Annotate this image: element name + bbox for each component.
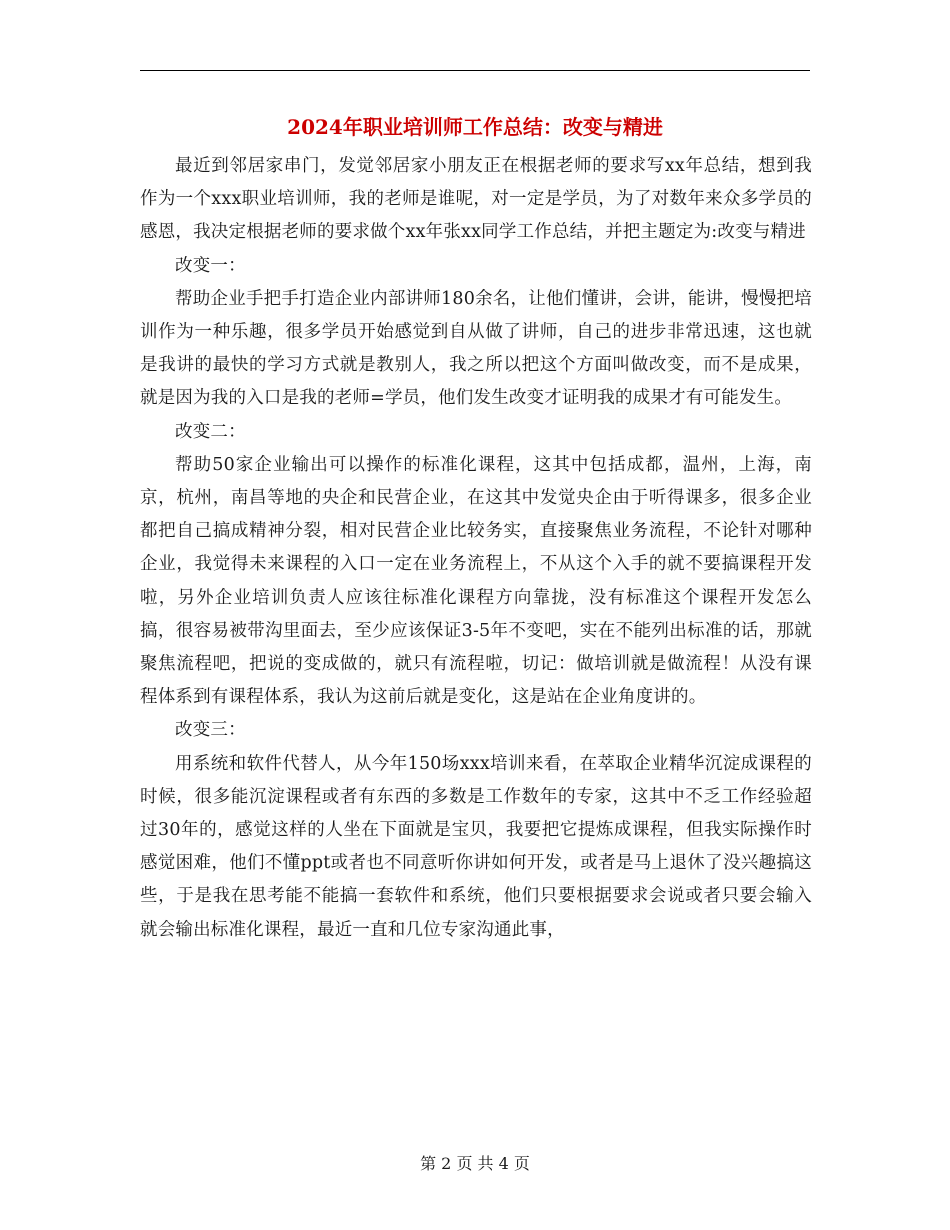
section-heading-change-1: 改变一： bbox=[175, 255, 246, 276]
header-rule bbox=[140, 70, 810, 71]
document-title: 2024年职业培训师工作总结：改变与精进 bbox=[287, 115, 663, 139]
paragraph-change-3: 用系统和软件代替人，从今年150场xxx培训来看，在萃取企业精华沉淀成课程的时候，很多能沉淀课程或者有东西的多数是工作数年的专家，这其中不乏工作经验超过30年的，感觉这样的人坐在下面就是宝贝，我要把它提炼成课程，但我实际操作时感觉困难，他们不懂ppt或者也不同意听你讲如何开发，或者是马上退休了没兴趣搞这些，于是我在思考能不能搞一套软件和系统，他们只要根据要求会说或者只要会输入就会输出标准化课程，最近一直和几位专家沟通此事， bbox=[140, 753, 812, 940]
paragraph-change-1: 帮助企业手把手打造企业内部讲师180余名，让他们懂讲，会讲，能讲，慢慢把培训作为一种乐趣，很多学员开始感觉到自从做了讲师，自己的进步非常迅速，这也就是我讲的最快的学习方式就是教别人，我之所以把这个方面叫做改变，而不是成果，就是因为我的入口是我的老师=学员，他们发生改变才证明我的成果才有可能发生。 bbox=[140, 288, 812, 409]
paragraph-change-2: 帮助50家企业输出可以操作的标准化课程，这其中包括成都，温州，上海，南京，杭州，南昌等地的央企和民营企业，在这其中发觉央企由于听得课多，很多企业都把自己搞成精神分裂，相对民营企业比较务实，直接聚焦业务流程，不论针对哪种企业，我觉得未来课程的入口一定在业务流程上，不从这个入手的就不要搞课程开发啦，另外企业培训负责人应该往标准化课程方向靠拢，没有标准这个课程开发怎么搞，很容易被带沟里面去，至少应该保证3-5年不变吧，实在不能列出标准的话，那就聚焦流程吧，把说的变成做的，就只有流程啦，切记：做培训就是做流程！从没有课程体系到有课程体系，我认为这前后就是变化，这是站在企业角度讲的。 bbox=[140, 454, 812, 708]
paragraph-intro: 最近到邻居家串门，发觉邻居家小朋友正在根据老师的要求写xx年总结，想到我作为一个xxx职业培训师，我的老师是谁呢，对一定是学员，为了对数年来众多学员的感恩，我决定根据老师的要求做个xx年张xx同学工作总结，并把主题定为:改变与精进 bbox=[140, 156, 812, 243]
section-heading-change-3: 改变三： bbox=[175, 720, 246, 741]
document-body bbox=[140, 150, 812, 947]
section-heading-change-2: 改变二： bbox=[175, 421, 246, 442]
page-number-footer: 第 2 页 共 4 页 bbox=[420, 1154, 530, 1173]
